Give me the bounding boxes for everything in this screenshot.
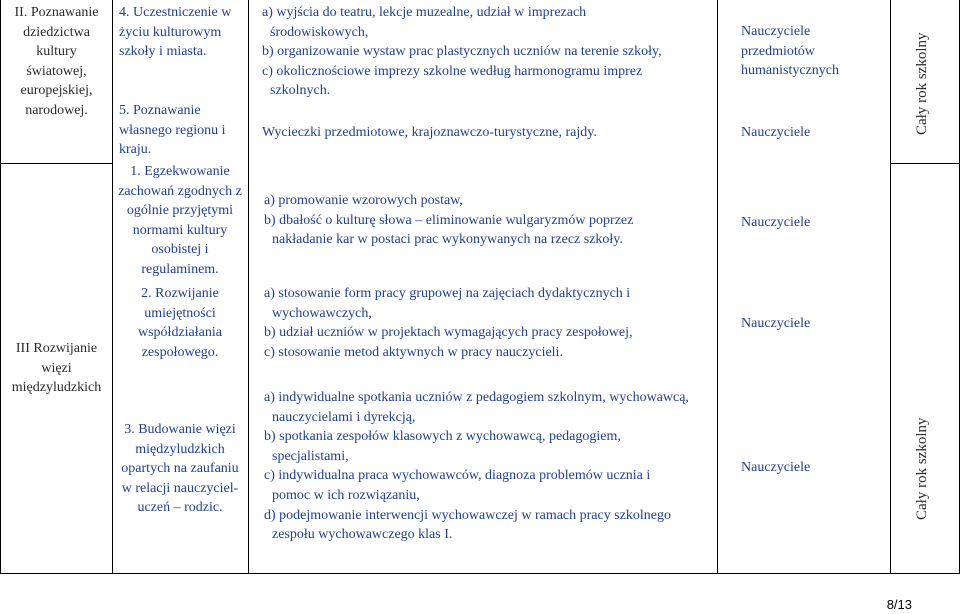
method-4 [264, 284, 633, 362]
text-line: środowiskowych, [270, 24, 369, 40]
text-line: d) podejmowanie interwencji wychowawczej w ramach pracy szkolnego [264, 507, 672, 523]
text-line: humanistycznych [741, 63, 839, 79]
method-2 [262, 123, 597, 143]
column-divider [248, 0, 249, 574]
text-line: II. Poznawanie [14, 5, 99, 20]
text-line: specjalistami, [272, 448, 349, 464]
method-3 [264, 191, 633, 250]
text-line: regulaminem. [141, 261, 219, 277]
text-line: normami kultury [132, 222, 228, 238]
text-line: 5. Poznawanie [119, 103, 201, 118]
responsible-4: Nauczyciele [741, 316, 811, 331]
text-line: kraju. [119, 142, 152, 158]
area-2-label [1, 3, 112, 121]
text-line: Nauczyciele [741, 24, 811, 39]
text-line: narodowej. [25, 102, 88, 118]
text-line: 3. Budowanie więzi [124, 422, 236, 437]
text-line: w relacji nauczyciel- [121, 480, 239, 496]
term-top: Cały rok szkolny [914, 32, 930, 135]
text-line: nauczycielami i dyrekcją, [272, 409, 416, 425]
text-line: zespołu wychowawczego klas I. [272, 527, 453, 543]
text-line: współdziałania [138, 325, 222, 341]
responsible-5: Nauczyciele [741, 460, 811, 475]
column-divider [890, 0, 891, 574]
text-line: zespołowego. [141, 344, 219, 360]
responsible-3: Nauczyciele [741, 215, 811, 230]
text-line: III Rozwijanie [15, 341, 98, 356]
task-4 [119, 3, 231, 62]
text-line: 2. Rozwijanie [141, 286, 219, 301]
text-line: dziedzictwa [23, 24, 90, 40]
text-line: zachowań zgodnych z [118, 183, 242, 199]
text-line: międzyludzkich [135, 441, 225, 457]
text-line: nakładanie kar w postaci prac wykonywanych na rzecz szkoły. [272, 232, 623, 248]
text-line: pomoc w ich rozwiązaniu, [272, 487, 420, 503]
text-line: uczeń – rodzic. [137, 500, 223, 516]
text-line: szkoły i miasta. [119, 44, 207, 60]
task-3 [112, 420, 248, 518]
method-1 [262, 3, 662, 101]
text-line: więzi [41, 360, 72, 376]
text-line: b) udział uczniów w projektach wymagających pracy zespołowej, [264, 325, 633, 341]
text-line: b) organizowanie wystaw prac plastycznych uczniów na terenie szkoły, [262, 44, 662, 60]
table-border-bottom [0, 573, 960, 574]
text-line: osobistej i [151, 242, 209, 258]
text-line: a) wyjścia do teatru, lekcje muzealne, udział w imprezach [262, 5, 587, 20]
text-line: kultury [36, 44, 77, 60]
text-line: b) dbałość o kulturę słowa – eliminowanie wulgaryzmów poprzez [264, 212, 634, 228]
responsible-1 [741, 22, 839, 81]
term-bottom: Cały rok szkolny [914, 417, 930, 520]
row-divider [0, 163, 112, 164]
task-5 [119, 101, 226, 160]
text-line: przedmiotów [741, 43, 815, 59]
task-2 [112, 284, 248, 362]
text-line: światowej, [26, 63, 87, 79]
text-line: umiejętności [144, 305, 216, 321]
page-number: 8/13 [886, 597, 912, 612]
text-line: c) okolicznościowe imprezy szkolne według harmonogramu imprez [262, 63, 643, 79]
text-line: życiu kulturowym [119, 24, 222, 40]
task-1 [112, 162, 248, 280]
text-line: 4. Uczestniczenie w [119, 5, 232, 20]
text-line: szkolnych. [270, 83, 331, 99]
text-line: 1. Egzekwowanie [130, 164, 230, 179]
text-line: a) promowanie wzorowych postaw, [264, 193, 463, 208]
text-line: ogólnie przyjętymi [126, 203, 234, 219]
text-line: b) spotkania zespołów klasowych z wychowawcą, pedagogiem, [264, 429, 621, 445]
text-line: c) stosowanie metod aktywnych w pracy nauczycieli. [264, 344, 563, 360]
area-3-label [1, 339, 112, 398]
text-line: międzyludzkich [11, 380, 102, 396]
text-line: a) stosowanie form pracy grupowej na zajęciach dydaktycznych i [264, 286, 631, 301]
row-divider [890, 163, 960, 164]
text-line: własnego regionu i [119, 122, 226, 138]
text-line: opartych na zaufaniu [121, 461, 239, 477]
text-line: c) indywidualna praca wychowawców, diagnoza problemów ucznia i [264, 468, 651, 484]
method-5 [264, 388, 689, 545]
text-line: europejskiej, [20, 83, 93, 99]
column-divider [717, 0, 718, 574]
responsible-2: Nauczyciele [741, 125, 811, 140]
text-line: wychowawczych, [272, 305, 372, 321]
text-line: Wycieczki przedmiotowe, krajoznawczo-turystyczne, rajdy. [262, 125, 597, 140]
text-line: a) indywidualne spotkania uczniów z pedagogiem szkolnym, wychowawcą, [264, 390, 689, 405]
